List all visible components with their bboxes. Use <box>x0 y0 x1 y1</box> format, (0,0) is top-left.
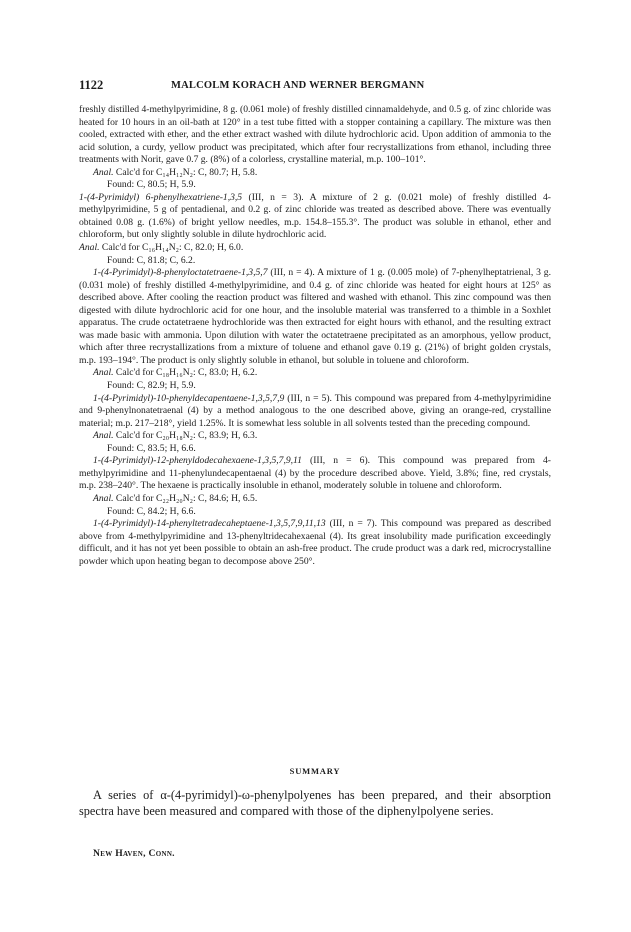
paragraph-label: 1-(4-Pyrimidyl)-12-phenyldodecahexaene-1,3,5,7,9,11 <box>93 455 302 467</box>
running-head: MALCOLM KORACH AND WERNER BERGMANN <box>171 80 425 91</box>
body-paragraph <box>79 192 551 242</box>
paragraph-text: Found: C, 83.5; H, 6.6. <box>107 442 196 454</box>
paragraph-text: (III, n = 5). This compound was prepared from 4-methylpyrimidine and 9-phenylnonatetraenal (4) by a method analogous to the one described above, giving an orange-red, crystalline material; m.p. 217–218°, yield 1.25%. It is somewhat less soluble in all solvents tested than the preceding compound. <box>79 392 551 429</box>
summary-heading: SUMMARY <box>289 766 341 776</box>
paragraph-text: (III, n = 6). This compound was prepared from 4-methylpyrimidine and 11-phenylundecapentaenal (4) by the procedure described above. Yield, 3.8%; fine, red crystals, m.p. 238–240°. The hexaene is practically insoluble in ethanol, moderately soluble in toluene and chloroform. <box>79 455 551 492</box>
body-paragraph <box>79 167 551 180</box>
paragraph-text: Found: C, 82.9; H, 5.9. <box>107 380 196 392</box>
paragraph-label: Anal. <box>93 430 114 442</box>
paragraph-text: Calc'd for C₁₆H₁₄N₂: C, 82.0; H, 6.0. <box>99 242 244 254</box>
body-paragraph <box>79 267 551 367</box>
body-paragraph <box>79 443 551 456</box>
summary-text: A series of α-(4-pyrimidyl)-ω-phenylpolyenes has been prepared, and their absorption spectra have been measured and compared with those of the diphenylpolyene series. <box>79 788 551 818</box>
paragraph-label: Anal. <box>79 242 100 254</box>
body-paragraph <box>79 179 551 192</box>
paragraph-label: Anal. <box>93 166 114 178</box>
paragraph-label: Anal. <box>93 367 114 379</box>
body-paragraph <box>79 518 551 568</box>
body-paragraph <box>79 430 551 443</box>
body-paragraph <box>79 455 551 493</box>
body-paragraph <box>79 104 551 167</box>
author-location: New Haven, Conn. <box>93 848 175 859</box>
paragraph-label: 1-(4-Pyrimidyl)-14-phenyltetradecaheptaene-1,3,5,7,9,11,13 <box>93 518 326 530</box>
paragraph-text: freshly distilled 4-methylpyrimidine, 8 g. (0.061 mole) of freshly distilled cinnamaldehyde, and 0.5 g. of zinc chloride was heated for 10 hours in an oil-bath at 120° in a test tube fitted with a stopper containing a capillary. The mixture was then cooled, extracted with ether, and the ether extract washed with dilute hydrochloric acid. Upon addition of ammonia to the acid solution, a curdy, yellow product was precipitated, which after four recrystallizations from ethanol, including three treatments with Norit, gave 0.7 g. (8%) of a colorless, crystalline material, m.p. 100–101°. <box>79 104 551 166</box>
paragraph-text: (III, n = 7). This compound was prepared as described above from 4-methylpyrimidine and 13-phenyltridecahexaenal (4). Its great insolubility made purification exceedingly difficult, and it has not yet been possible to obtain an ash-free product. The crude product was a dark red, microcrystalline powder which upon heating began to decompose above 250°. <box>79 518 551 567</box>
body-paragraph <box>79 493 551 506</box>
paragraph-label: 1-(4-Pyrimidyl)-10-phenyldecapentaene-1,3,5,7,9 <box>93 392 285 404</box>
page-number: 1122 <box>79 78 104 92</box>
body-paragraph <box>79 380 551 393</box>
paragraph-text: Calc'd for C₂₂H₂₀N₂: C, 84.6; H, 6.5. <box>113 492 258 504</box>
body-paragraph <box>79 393 551 431</box>
paragraph-text: Calc'd for C₂₀H₁₈N₂: C, 83.9; H, 6.3. <box>113 430 258 442</box>
body-text <box>79 104 551 568</box>
body-paragraph <box>79 367 551 380</box>
body-paragraph <box>79 242 551 255</box>
paragraph-label: Anal. <box>93 492 114 504</box>
body-paragraph <box>79 255 551 268</box>
paragraph-text: Found: C, 84.2; H, 6.6. <box>107 505 196 517</box>
paragraph-text: (III, n = 4). A mixture of 1 g. (0.005 mole) of 7-phenylheptatrienal, 3 g. (0.031 mole) of freshly distilled 4-methylpyrimidine, and 0.4 g. of zinc chloride was heated for eight hours at 125° as described above. After cooling the reaction product was filtered and washed with ethanol. This zinc compound was then digested with dilute hydrochloric acid for one hour, and the insoluble material was transferred to a thimble in a Soxhlet apparatus. The crude octatetraene hydrochloride was then extracted for eight hours with ethanol, and the resulting extract was made basic with ammonia. Upon dilution with water the octatetraene precipitated as an amorphous, yellow product, which after three recrystallizations from a mixture of toluene and ethanol gave 0.19 g. (21%) of bright golden crystals, m.p. 193–194°. The product is only slightly soluble in ethanol, but soluble in toluene and chloroform. <box>79 267 551 366</box>
paragraph-label: 1-(4-Pyrimidyl)-8-phenyloctatetraene-1,3,5,7 <box>93 267 268 279</box>
paragraph-text: Calc'd for C₁₈H₁₆N₂: C, 83.0; H, 6.2. <box>113 367 258 379</box>
paragraph-text: Calc'd for C₁₄H₁₂N₂: C, 80.7; H, 5.8. <box>113 166 258 178</box>
paragraph-label: 1-(4-Pyrimidyl) 6-phenylhexatriene-1,3,5 <box>79 191 243 203</box>
paragraph-text: (III, n = 3). A mixture of 2 g. (0.021 mole) of freshly distilled 4-methylpyrimidine, 5 g of pentadienal, and 0.2 g. of zinc chloride was treated as described above. There was eventually obtained 0.08 g. (1.6%) of bright yellow needles, m.p. 154.8–155.3°. The product was soluble in ethanol, ether and chloroform, but only slightly soluble in dilute hydrochloric acid. <box>79 191 551 241</box>
paragraph-text: Found: C, 81.8; C, 6.2. <box>107 254 196 266</box>
paragraph-text: Found: C, 80.5; H, 5.9. <box>107 179 196 191</box>
body-paragraph <box>79 506 551 519</box>
